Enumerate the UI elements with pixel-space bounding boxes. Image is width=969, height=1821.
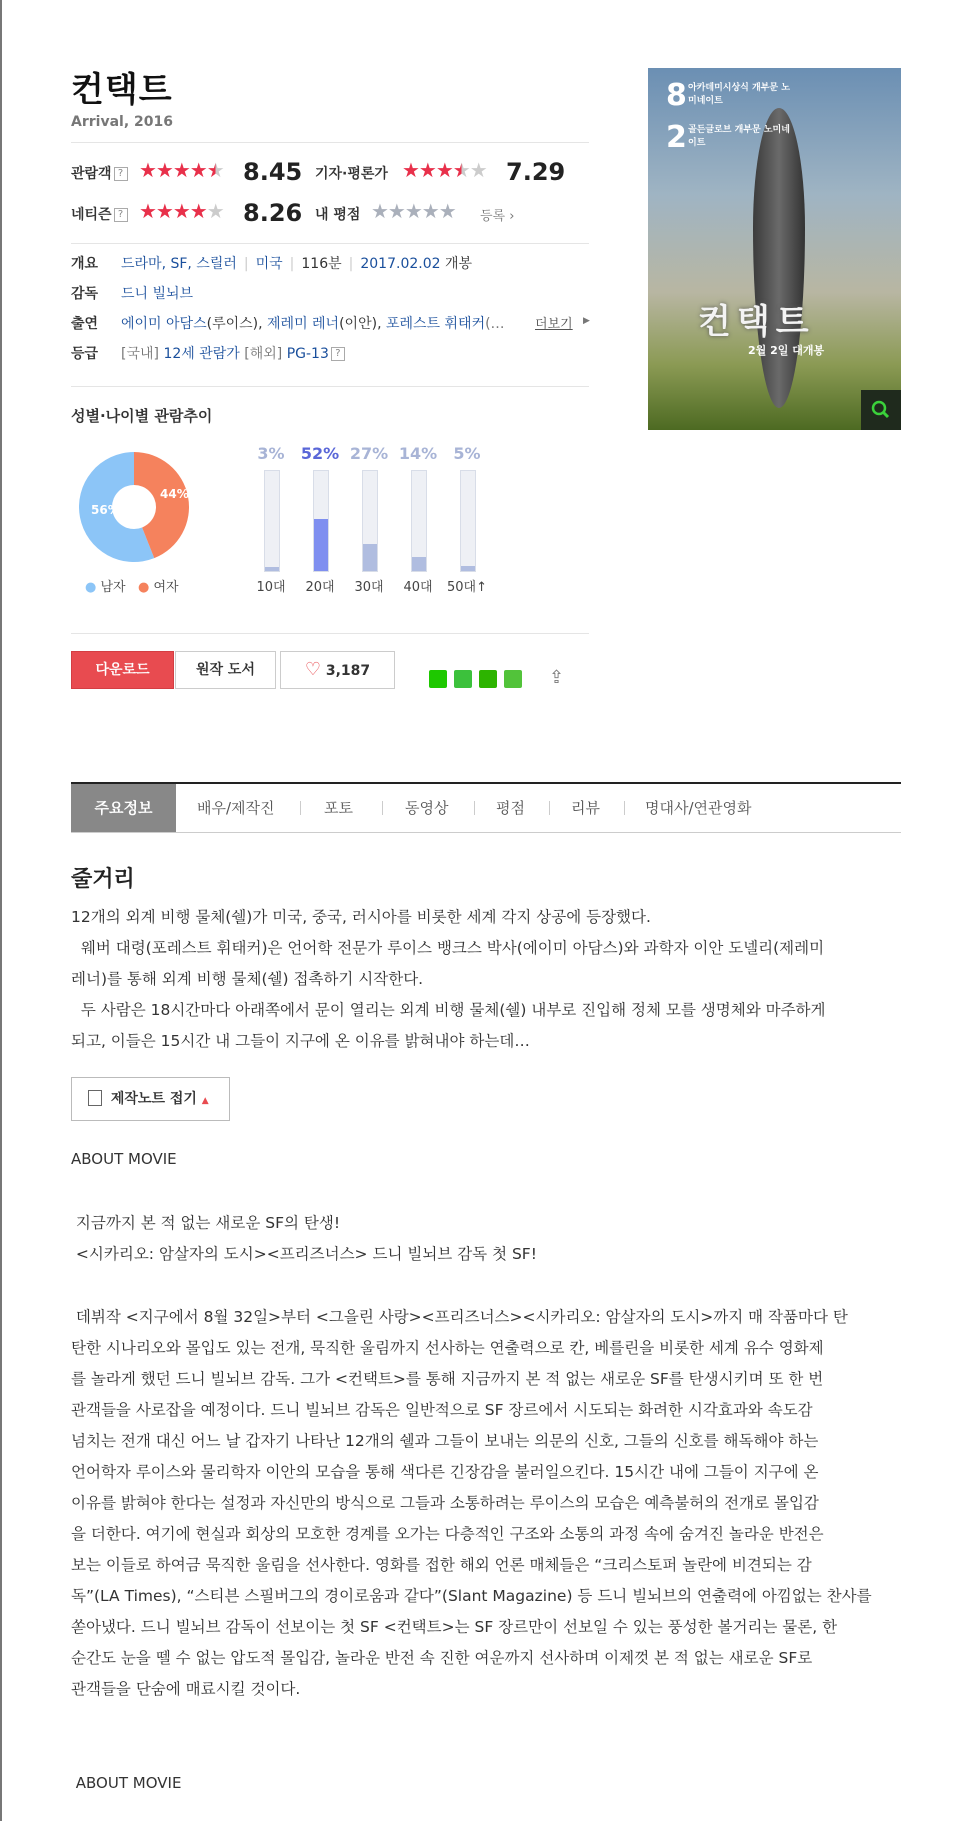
rating-row-2 xyxy=(71,201,591,231)
genre-label: 개요 xyxy=(71,256,99,272)
text-line: 탄한 시나리오와 몰입도 있는 전개, 묵직한 울림까지 선사하는 연출력으로 칸, 베를린을 비롯한 세계 유수 영화제 xyxy=(71,1339,824,1357)
caret-up-icon: ▲ xyxy=(201,1096,209,1106)
text-line: 되고, 이들은 15시간 내 그들이 지구에 온 이유를 밝혀내야 하는데… xyxy=(71,1032,530,1050)
heart-icon: ♡ xyxy=(304,659,321,680)
divider xyxy=(71,243,589,244)
my-rating-label: 내 평점 xyxy=(315,207,361,223)
tab-video[interactable]: 동영상 xyxy=(405,799,449,817)
trend-title: 성별·나이별 관람추이 xyxy=(71,407,213,425)
line-share-icon[interactable] xyxy=(454,670,472,688)
poster-award-text: 아카데미시상식 개부문 노미네이트 xyxy=(688,83,790,106)
about-heading: ABOUT MOVIE xyxy=(71,1150,177,1168)
band-share-icon[interactable] xyxy=(429,670,447,688)
share-icon[interactable]: ⇪ xyxy=(549,667,565,688)
critic-rating-label: 기자·평론가 xyxy=(315,166,388,182)
my-rating-stars[interactable]: ★★★★★ xyxy=(371,199,456,223)
poster-award-number: 8 xyxy=(666,78,687,113)
audience-rating-label: 관람객 ? xyxy=(71,163,128,183)
about-tagline-2: <시카리오: 암살자의 도시><프리즈너스> 드니 빌뇌브 감독 첫 SF! xyxy=(71,1245,537,1263)
age-bar xyxy=(411,470,427,572)
blog-share-icon[interactable] xyxy=(504,670,522,688)
text-line: 언어학자 루이스와 물리학자 이안의 모습을 통해 색다른 긴장감을 불러일으킨다. 15시간 내에 그들이 지구에 온 xyxy=(71,1463,819,1481)
movie-poster[interactable] xyxy=(648,68,901,430)
grade-foreign-link[interactable]: PG-13 xyxy=(286,346,329,362)
synopsis-text xyxy=(71,902,901,1057)
help-icon[interactable]: ? xyxy=(114,167,128,181)
genre-link[interactable]: 드라마, SF, 스릴러 xyxy=(121,256,237,272)
text-line: 두 사람은 18시간마다 아래쪽에서 문이 열리는 외계 비행 물체(쉘) 내부로 진입해 정체 모를 생명체와 마주하게 xyxy=(71,1001,826,1019)
poster-award-text: 골든글로브 개부문 노미네이트 xyxy=(688,125,790,148)
female-pct-label: 44% xyxy=(160,487,189,501)
audience-stars: ★★★★★ xyxy=(139,158,224,182)
age-pct-label: 5% xyxy=(453,444,481,463)
text-line: 보는 이들로 하여금 묵직한 울림을 선사한다. 영화를 접한 해외 언론 매체들은 “크리스토퍼 놀란에 비견되는 감 xyxy=(71,1556,812,1574)
age-label: 40대 xyxy=(403,580,433,595)
text-line: 넘치는 전개 대신 어느 날 갑자기 나타난 12개의 쉘과 그들이 보내는 의문의 신호, 그들의 신호를 해독해야 하는 xyxy=(71,1432,819,1450)
cast-link[interactable]: 에이미 아담스 xyxy=(121,316,207,332)
divider xyxy=(71,633,589,634)
critic-stars: ★★★★★ xyxy=(402,158,487,182)
tab-bar xyxy=(71,782,901,833)
text-line: 레너)를 통해 외계 비행 물체(쉘) 접촉하기 시작한다. xyxy=(71,970,424,988)
synopsis-heading: 줄거리 xyxy=(71,867,135,892)
zoom-button[interactable] xyxy=(861,390,901,430)
tab-cast-crew[interactable]: 배우/제작진 xyxy=(197,799,275,817)
divider xyxy=(71,142,589,143)
text-line: 순간도 눈을 뗄 수 없는 압도적 몰입감, 놀라운 반전 속 진한 여운까지 선사하며 이제껏 본 적 없는 새로운 SF로 xyxy=(71,1649,813,1667)
grade-domestic-link[interactable]: 12세 관람가 xyxy=(163,346,240,362)
age-label: 30대 xyxy=(354,580,384,595)
text-line: 를 놀라게 했던 드니 빌뇌브 감독. 그가 <컨택트>를 통해 지금까지 본 적 없는 새로운 SF를 탄생시키며 또 한 번 xyxy=(71,1370,824,1388)
register-rating-link[interactable]: 등록 › xyxy=(480,209,515,224)
original-book-button[interactable]: 원작 도서 xyxy=(175,651,276,689)
cast-label: 출연 xyxy=(71,316,99,332)
bookmark-share-icon[interactable] xyxy=(479,670,497,688)
about-heading-2: ABOUT MOVIE xyxy=(71,1774,182,1792)
rating-row-1 xyxy=(71,160,591,190)
age-bar-chart xyxy=(251,444,551,594)
genre-value: 드라마, SF, 스릴러 | 미국 | 116분 | 2017.02.02 개봉 xyxy=(121,256,473,272)
cast-link[interactable]: 포레스트 휘태커 xyxy=(385,316,486,332)
age-pct-label: 52% xyxy=(300,444,340,463)
country-link[interactable]: 미국 xyxy=(255,256,283,272)
download-button[interactable]: 다운로드 xyxy=(71,651,174,689)
critic-score: 7.29 xyxy=(506,158,566,186)
age-label: 10대 xyxy=(256,580,286,595)
help-icon[interactable]: ? xyxy=(114,208,128,222)
grade-label: 등급 xyxy=(71,346,99,362)
netizen-rating-label: 네티즌 ? xyxy=(71,204,128,224)
netizen-stars: ★★★★★ xyxy=(139,199,224,223)
age-bar-fill xyxy=(363,544,377,571)
document-icon xyxy=(88,1090,102,1106)
text-line: 이유를 밝혀야 한다는 설정과 자신만의 방식으로 그들과 소통하려는 루이스의 모습은 예측불허의 전개로 몰입감 xyxy=(71,1494,819,1512)
poster-shell-image xyxy=(753,108,805,408)
text-line: 관객들을 사로잡을 예정이다. 드니 빌뇌브 감독은 일반적으로 SF 장르에서 시도되는 화려한 시각효과와 속도감 xyxy=(71,1401,813,1419)
age-bar xyxy=(264,470,280,572)
director-link[interactable]: 드니 빌뇌브 xyxy=(121,286,194,302)
movie-subtitle: Arrival, 2016 xyxy=(71,114,173,130)
runtime: 116분 xyxy=(301,256,342,272)
left-border xyxy=(0,0,2,1821)
cast-link[interactable]: 제레미 레너 xyxy=(267,316,340,332)
tab-main-info[interactable]: 주요정보 xyxy=(71,784,176,832)
movie-title: 컨택트 xyxy=(71,70,173,110)
gender-pie-chart xyxy=(71,444,201,572)
netizen-score: 8.26 xyxy=(243,199,303,227)
age-pct-label: 14% xyxy=(398,444,438,463)
age-bar-fill xyxy=(461,566,475,571)
about-tagline-1: 지금까지 본 적 없는 새로운 SF의 탄생! xyxy=(71,1214,341,1232)
poster-title: 컨택트 xyxy=(698,302,815,342)
like-button[interactable]: ♡ 3,187 xyxy=(280,651,395,689)
text-line: 독”(LA Times), “스티븐 스필버그의 경이로움과 같다”(Slant Magazine) 등 드니 빌뇌브의 연출력에 아낌없는 찬사를 xyxy=(71,1587,872,1605)
tab-rating[interactable]: 평점 xyxy=(496,799,525,817)
poster-date: 2월 2일 대개봉 xyxy=(748,344,825,357)
production-note-toggle-button[interactable]: 제작노트 접기 ▲ xyxy=(71,1077,230,1121)
age-bar xyxy=(362,470,378,572)
audience-score: 8.45 xyxy=(243,158,303,186)
age-label: 20대 xyxy=(305,580,335,595)
tab-review[interactable]: 리뷰 xyxy=(571,799,600,817)
text-line: 을 더한다. 여기에 현실과 회상의 모호한 경계를 오가는 다층적인 구조와 소통의 과정 속에 숨겨진 놀라운 반전은 xyxy=(71,1525,824,1543)
text-line: 데뷔작 <지구에서 8월 32일>부터 <그을린 사랑><프리즈너스><시카리오: 암살자의 도시>까지 매 작품마다 탄 xyxy=(71,1308,848,1326)
age-pct-label: 3% xyxy=(257,444,285,463)
age-bar-fill xyxy=(314,519,328,571)
age-bar xyxy=(313,470,329,572)
grade-value: [국내] 12세 관람가 [해외] PG-13 ? xyxy=(121,343,345,363)
text-line: 쏟아냈다. 드니 빌뇌브 감독이 선보이는 첫 SF <컨택트>는 SF 장르만이 선보일 수 있는 풍성한 볼거리는 물론, 한 xyxy=(71,1618,838,1636)
age-bar-fill xyxy=(412,557,426,571)
tab-quotes-related[interactable]: 명대사/연관영화 xyxy=(645,799,752,817)
more-cast-link[interactable]: 더보기 xyxy=(535,317,573,332)
arrow-right-icon: ▶ xyxy=(583,316,590,326)
text-line: 12개의 외계 비행 물체(쉘)가 미국, 중국, 러시아를 비롯한 세계 각지 상공에 등장했다. xyxy=(71,908,651,926)
male-dot-icon: ● xyxy=(85,580,97,595)
text-line: 웨버 대령(포레스트 휘태커)은 언어학 전문가 루이스 뱅크스 박사(에이미 아담스)와 과학자 이안 도넬리(제레미 xyxy=(71,939,825,957)
cast-value: 에이미 아담스(루이스), 제레미 레너(이안), 포레스트 휘태커(… xyxy=(121,316,505,332)
male-pct-label: 56% xyxy=(91,503,120,517)
about-body xyxy=(71,1302,901,1705)
poster-award-number: 2 xyxy=(666,120,687,155)
age-pct-label: 27% xyxy=(349,444,389,463)
tab-photo[interactable]: 포토 xyxy=(324,799,353,817)
divider xyxy=(71,386,589,387)
magnifier-icon xyxy=(861,390,901,430)
help-icon[interactable]: ? xyxy=(331,347,345,361)
director-label: 감독 xyxy=(71,286,99,302)
age-label: 50대↑ xyxy=(447,580,487,595)
female-dot-icon: ● xyxy=(138,580,150,595)
gender-legend: ● 남자 ● 여자 xyxy=(85,580,179,595)
age-bar-fill xyxy=(265,567,279,571)
release-date-link[interactable]: 2017.02.02 xyxy=(360,256,441,272)
text-line: 관객들을 단숨에 매료시킬 것이다. xyxy=(71,1680,301,1698)
age-bar xyxy=(460,470,476,572)
